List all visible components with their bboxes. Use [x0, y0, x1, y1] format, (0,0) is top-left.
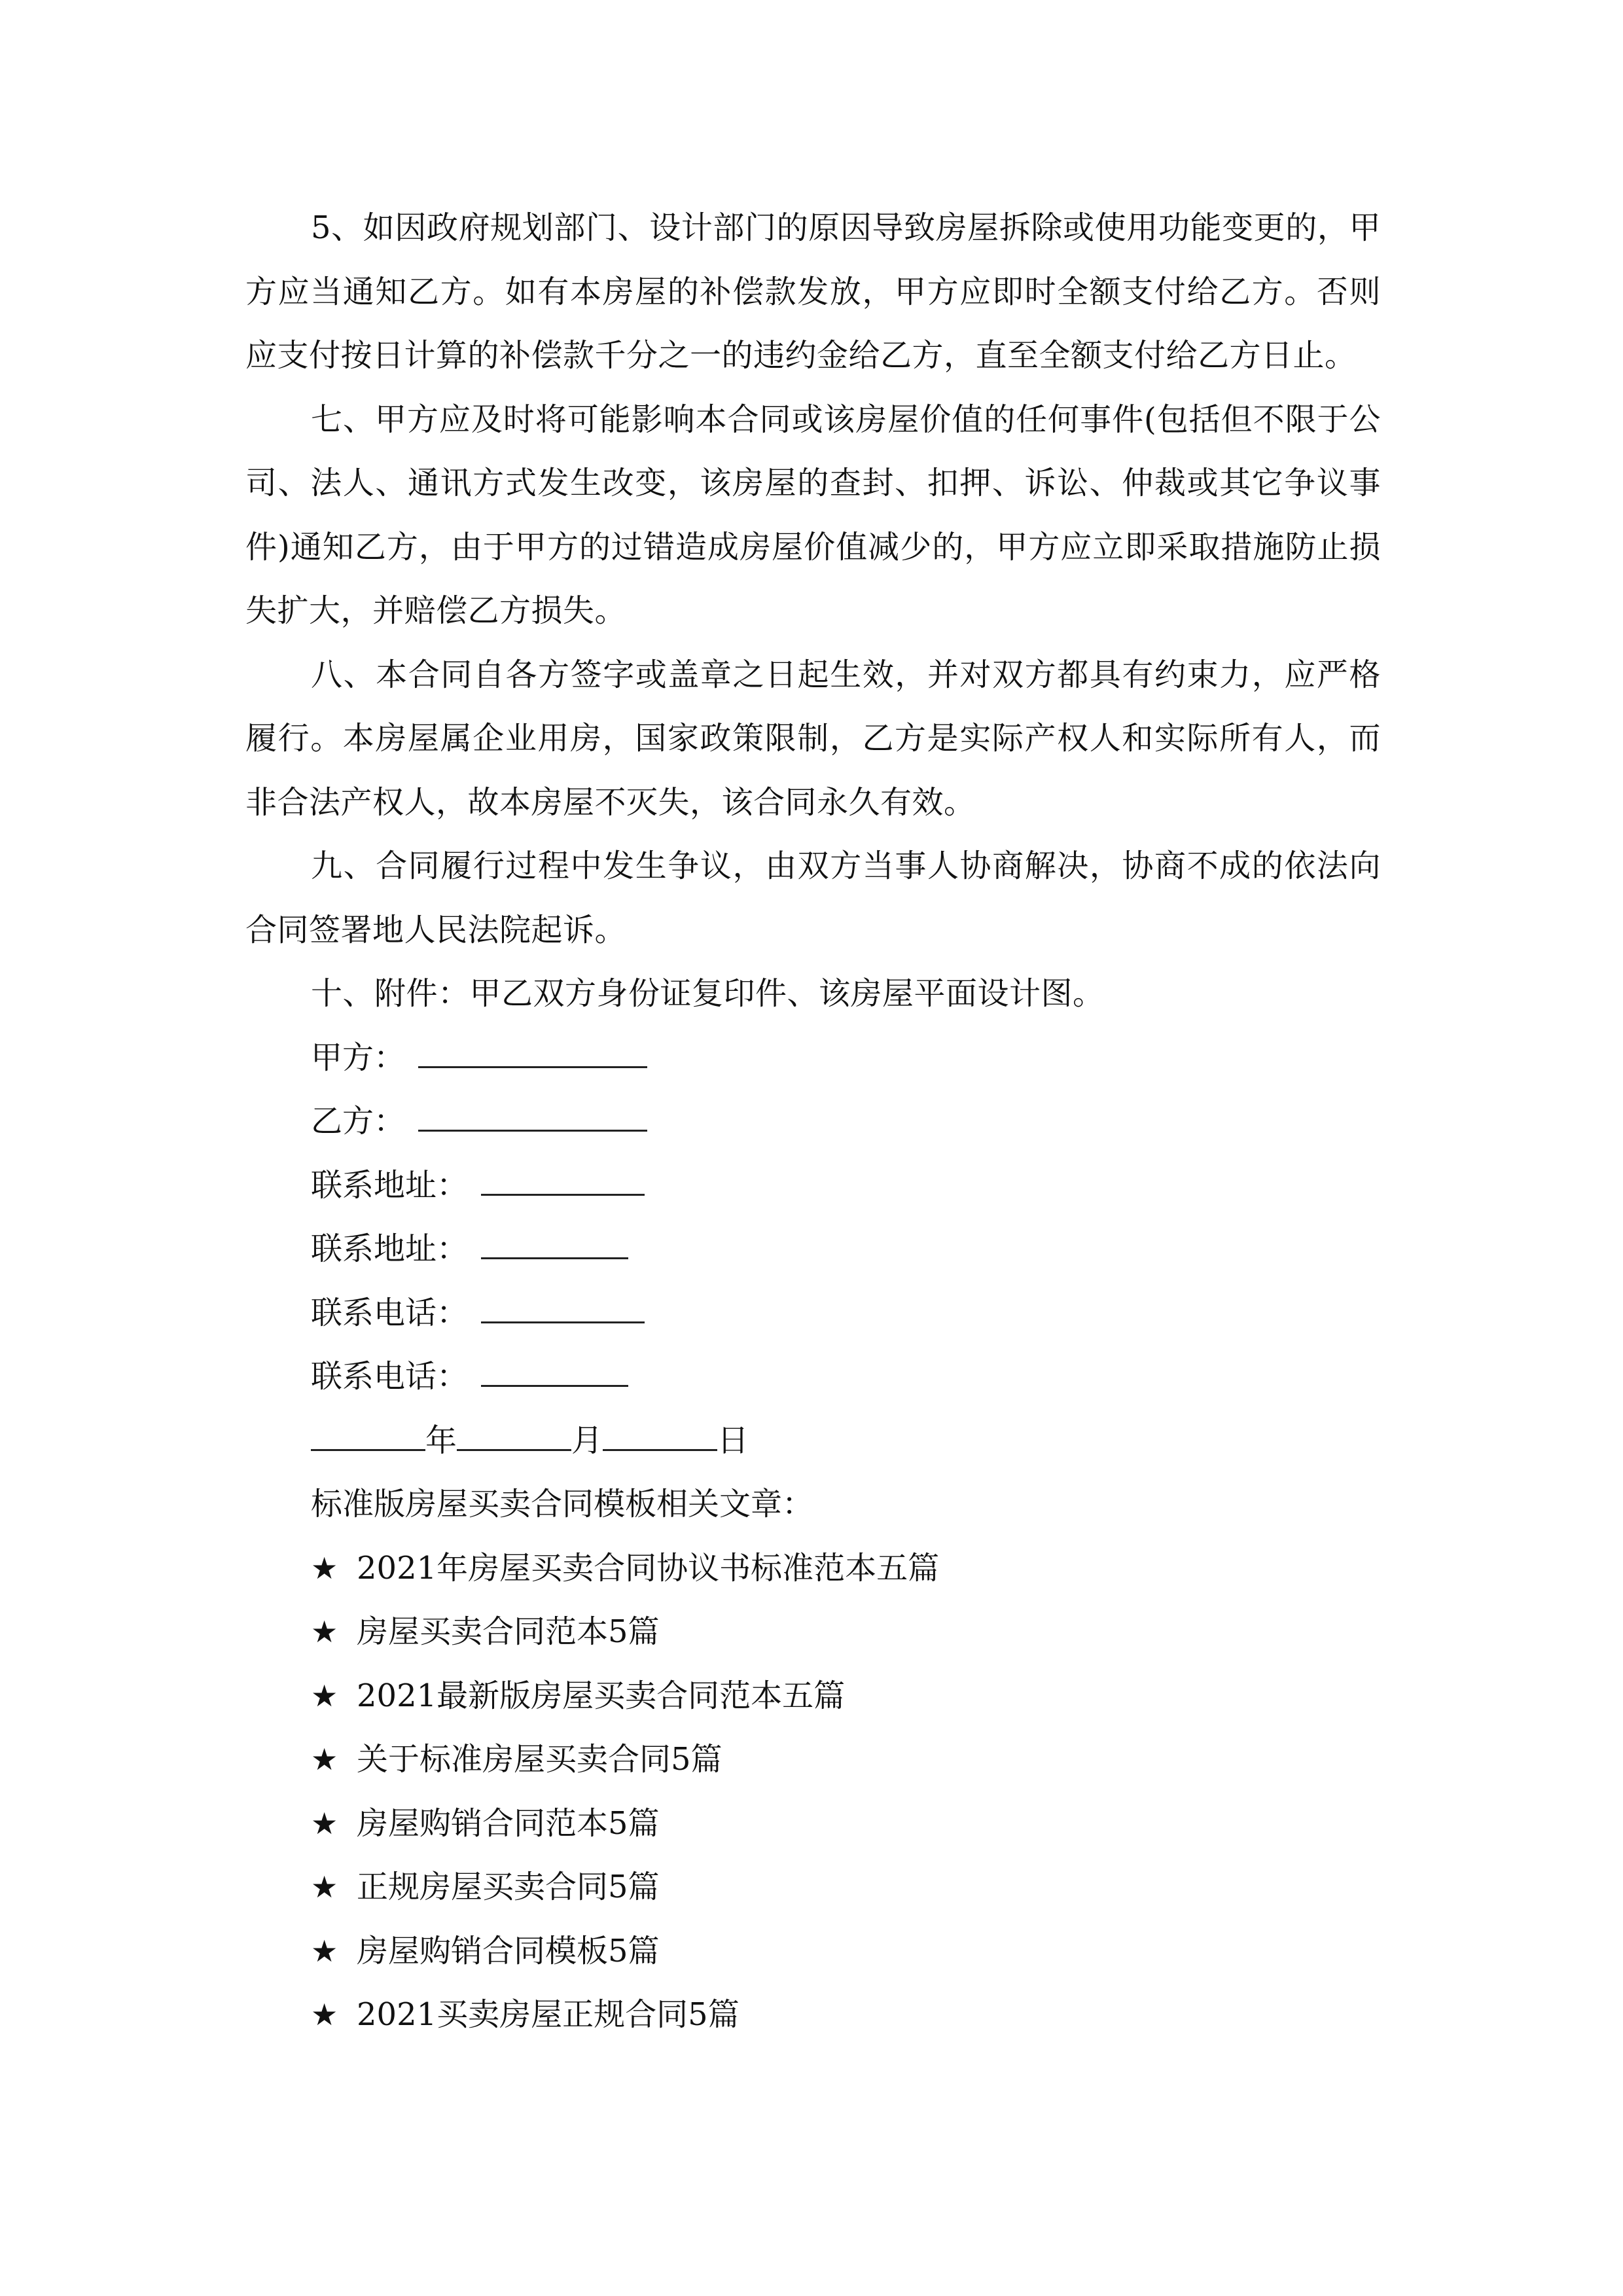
party-a-blank[interactable]: [418, 1040, 647, 1068]
month-label: 月: [571, 1422, 603, 1459]
related-article-link[interactable]: [245, 1983, 1381, 2047]
clause-7-paragraph: 七、甲方应及时将可能影响本合同或该房屋价值的任何事件(包括但不限于公司、法人、通讯方式发生改变，该房屋的查封、扣押、诉讼、仲裁或其它争议事件)通知乙方，由于甲方的过错造成房屋价值减少的，甲方应立即采取措施防止损失扩大，并赔偿乙方损失。: [245, 401, 1381, 629]
related-article-link[interactable]: [245, 1600, 1381, 1664]
phone-label-2: 联系电话：: [311, 1358, 469, 1395]
star-icon: ★: [311, 1550, 338, 1586]
party-b-row: [245, 1090, 1381, 1154]
clause-5-paragraph: 5、如因政府规划部门、设计部门的原因导致房屋拆除或使用功能变更的，甲方应当通知乙方。如有本房屋的补偿款发放，甲方应即时全额支付给乙方。否则应支付按日计算的补偿款千分之一的违约金给乙方，直至全额支付给乙方日止。: [245, 209, 1381, 374]
address-label-1: 联系地址：: [311, 1166, 469, 1204]
day-label: 日: [717, 1422, 749, 1459]
party-a-label: 甲方：: [311, 1039, 406, 1076]
related-article-text: 房屋购销合同模板5篇: [357, 1932, 660, 1969]
related-article-link[interactable]: [245, 1920, 1381, 1984]
related-article-text: 房屋买卖合同范本5篇: [357, 1613, 660, 1650]
phone-row-1: [245, 1282, 1381, 1346]
related-article-link[interactable]: [245, 1537, 1381, 1601]
related-article-text: 2021最新版房屋买卖合同范本五篇: [357, 1677, 846, 1714]
star-icon: ★: [311, 1805, 338, 1841]
related-articles-title: 标准版房屋买卖合同模板相关文章：: [311, 1486, 814, 1522]
clause-9-paragraph: 九、合同履行过程中发生争议，由双方当事人协商解决，协商不成的依法向合同签署地人民法院起诉。: [245, 848, 1381, 948]
star-icon: ★: [311, 1677, 338, 1713]
phone-row-2: [245, 1345, 1381, 1409]
phone-blank-1[interactable]: [481, 1295, 645, 1323]
party-a-row: [245, 1026, 1381, 1090]
related-article-text: 2021年房屋买卖合同协议书标准范本五篇: [357, 1549, 940, 1587]
related-article-text: 正规房屋买卖合同5篇: [357, 1869, 660, 1905]
phone-blank-2[interactable]: [481, 1359, 628, 1387]
document-page: [245, 196, 1381, 2047]
year-label: 年: [425, 1422, 457, 1459]
star-icon: ★: [311, 1614, 338, 1649]
related-article-link[interactable]: [245, 1792, 1381, 1856]
star-icon: ★: [311, 1742, 338, 1777]
address-row-1: [245, 1154, 1381, 1218]
month-blank[interactable]: [457, 1423, 571, 1451]
date-row: [245, 1409, 1381, 1473]
star-icon: ★: [311, 1933, 338, 1969]
day-blank[interactable]: [603, 1423, 717, 1451]
clause-10-paragraph: 十、附件：甲乙双方身份证复印件、该房屋平面设计图。: [311, 975, 1105, 1012]
address-label-2: 联系地址：: [311, 1230, 469, 1267]
related-article-link[interactable]: [245, 1856, 1381, 1920]
party-b-blank[interactable]: [418, 1103, 647, 1132]
address-blank-1[interactable]: [481, 1168, 645, 1196]
related-article-text: 房屋购销合同范本5篇: [357, 1804, 660, 1842]
party-b-label: 乙方：: [311, 1103, 406, 1139]
year-blank[interactable]: [311, 1423, 425, 1451]
star-icon: ★: [311, 1869, 338, 1905]
address-row-2: [245, 1217, 1381, 1282]
related-article-link[interactable]: [245, 1728, 1381, 1792]
clause-8-paragraph: 八、本合同自各方签字或盖章之日起生效，并对双方都具有约束力，应严格履行。本房屋属企业用房，国家政策限制，乙方是实际产权人和实际所有人，而非合法产权人，故本房屋不灭失，该合同永久有效。: [245, 656, 1381, 821]
address-blank-2[interactable]: [481, 1231, 628, 1259]
star-icon: ★: [311, 1997, 338, 2032]
related-article-link[interactable]: [245, 1664, 1381, 1729]
phone-label-1: 联系电话：: [311, 1294, 469, 1331]
related-article-text: 关于标准房屋买卖合同5篇: [357, 1741, 722, 1778]
related-article-text: 2021买卖房屋正规合同5篇: [357, 1996, 740, 2033]
